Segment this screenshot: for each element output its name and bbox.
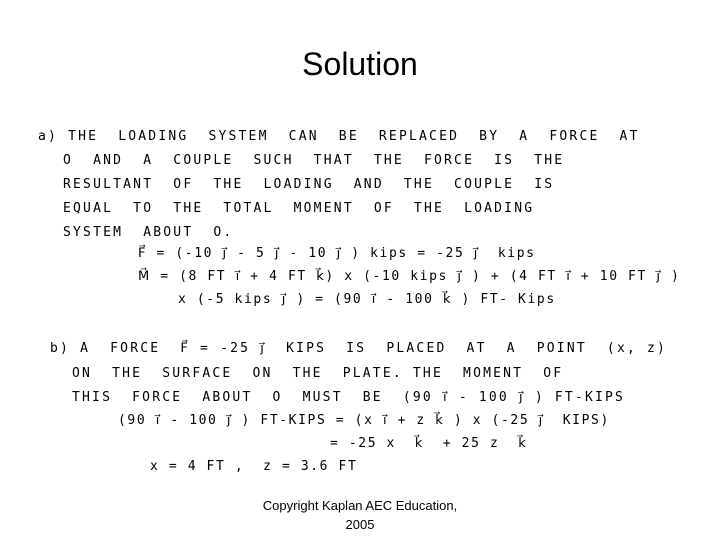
part-b-result: x = 4 FT , z = 3.6 FT [150,459,358,474]
part-a-line-2: O AND A COUPLE SUCH THAT THE FORCE IS THE [63,153,565,168]
part-a-line-5: SYSTEM ABOUT O. [63,225,234,240]
part-b-equation-1: (90 i⃗ - 100 j⃗ ) FT-KIPS = (x i⃗ + z k⃗ ) x (-25 j⃗ KIPS) [118,413,610,428]
part-a-equation-moment-cont: x (-5 kips j⃗ ) = (90 i⃗ - 100 k⃗ ) FT- Kips [178,292,556,307]
part-a-line-4: EQUAL TO THE TOTAL MOMENT OF THE LOADING [63,201,535,216]
copyright-line-1: Copyright Kaplan AEC Education, [262,498,458,513]
part-a-equation-moment: M⃗ = (8 FT i⃗ + 4 FT k⃗) x (-10 kips j⃗ ) + (4 FT i⃗ + 10 FT j⃗ ) [138,269,681,284]
slide-title: Solution [302,46,418,82]
copyright-footer [0,496,720,534]
part-b-line-3: THIS FORCE ABOUT O MUST BE (90 i⃗ - 100 j⃗ ) FT-KIPS [72,390,626,405]
copyright-line-2: 2005 [345,517,375,532]
part-b-equation-2: = -25 x k⃗ + 25 z k⃗ [330,436,528,451]
part-a-line-1: a) THE LOADING SYSTEM CAN BE REPLACED BY A FORCE AT [38,129,640,144]
part-a-line-3: RESULTANT OF THE LOADING AND THE COUPLE IS [63,177,555,192]
part-b-line-2: ON THE SURFACE ON THE PLATE. THE MOMENT OF [72,366,564,381]
part-b-line-1: b) A FORCE F⃗ = -25 j⃗ KIPS IS PLACED AT A POINT (x, z) [50,341,668,356]
part-a-equation-force: F⃗ = (-10 j⃗ - 5 j⃗ - 10 j⃗ ) kips = -25 j⃗ kips [138,246,536,261]
